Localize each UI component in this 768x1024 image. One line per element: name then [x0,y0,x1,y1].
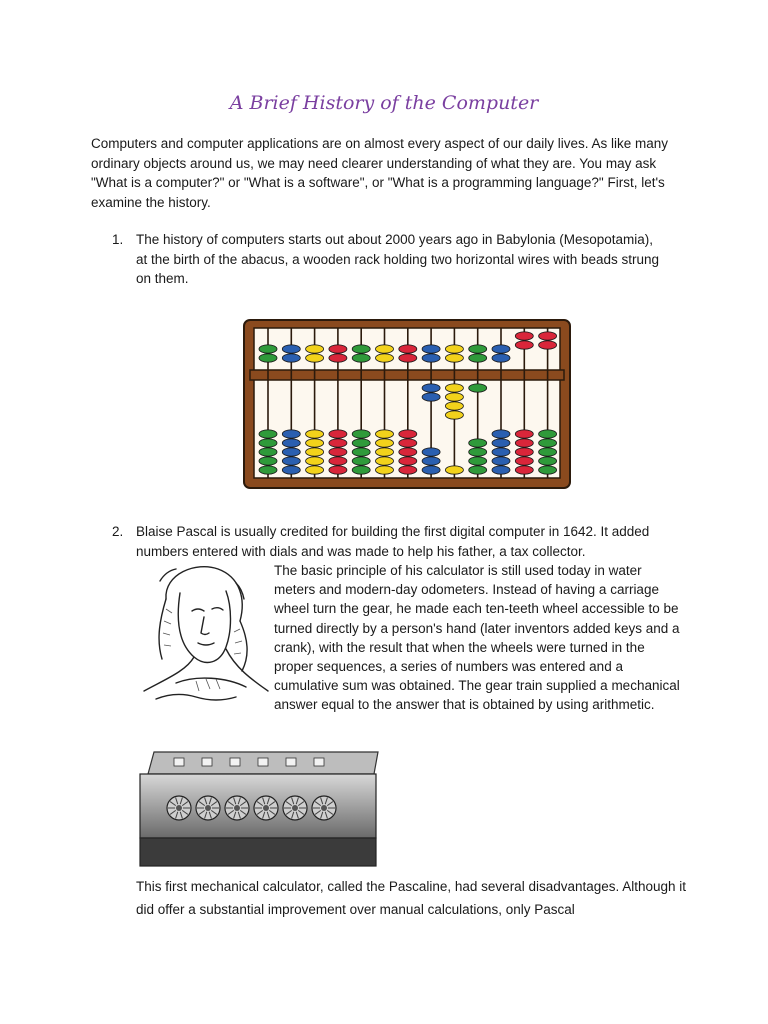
abacus-bead [352,466,370,474]
abacus-bead [329,345,347,353]
abacus-bead [352,457,370,465]
abacus-bead [282,354,300,362]
abacus-bead [259,354,277,362]
abacus-bead [306,354,324,362]
abacus-bead [352,430,370,438]
abacus-bead [259,345,277,353]
abacus-bead [469,384,487,392]
abacus-bead [539,439,557,447]
abacus-bead [399,345,417,353]
abacus-bead [306,439,324,447]
abacus-bead [352,439,370,447]
abacus-bead [422,448,440,456]
abacus-bead [376,345,394,353]
abacus-bead [469,448,487,456]
abacus-bead [539,332,557,340]
abacus-bead [282,430,300,438]
abacus-bead [306,448,324,456]
abacus-bead [259,439,277,447]
abacus-bead [422,384,440,392]
abacus-bead [469,466,487,474]
abacus-bead [492,457,510,465]
abacus-bead [352,345,370,353]
abacus-bead [259,457,277,465]
list-item-text: The history of computers starts out about 2000 years ago in Babylonia (Mesopotamia), at the birth of the abacus, a wooden rack holding two horizontal wires with beads strung on them. [136,232,660,286]
abacus-bead [445,466,463,474]
abacus-bead [306,466,324,474]
abacus-bead [445,354,463,362]
abacus-bead [399,457,417,465]
abacus-bead [306,345,324,353]
pascaline-image [134,744,382,868]
abacus-bead [515,448,533,456]
abacus-bead [282,448,300,456]
abacus-bead [259,430,277,438]
list-number: 1. [112,232,124,247]
abacus-bead [539,430,557,438]
abacus-bead [445,345,463,353]
abacus-bead [469,457,487,465]
pascal-portrait-image [136,559,270,717]
abacus-bead [539,341,557,349]
abacus-bead [329,466,347,474]
abacus-bead [399,354,417,362]
abacus-bead [492,354,510,362]
abacus-bead [282,466,300,474]
abacus-bead [422,345,440,353]
pascaline-paragraph: This first mechanical calculator, called the Pascaline, had several disadvantages. Although it did offer a substantial improvement over manual calculations, only Pascal [136,879,687,917]
abacus-bead [422,393,440,401]
abacus-bead [282,457,300,465]
abacus-bead [492,345,510,353]
abacus-bead [376,466,394,474]
abacus-bead [422,457,440,465]
abacus-bead [399,466,417,474]
abacus-bead [376,457,394,465]
abacus-bead [329,448,347,456]
abacus-bead [259,466,277,474]
abacus-bead [445,411,463,419]
abacus-bead [306,457,324,465]
abacus-bead [422,466,440,474]
abacus-bead [469,345,487,353]
abacus-bead [422,354,440,362]
abacus-bead [282,345,300,353]
abacus-bead [492,430,510,438]
abacus-bead [515,332,533,340]
list-number: 2. [112,524,124,539]
abacus-bead [306,430,324,438]
abacus-image [242,318,572,490]
abacus-bead [399,439,417,447]
abacus-bead [492,439,510,447]
abacus-bead [445,402,463,410]
abacus-bead [352,448,370,456]
intro-paragraph: Computers and computer applications are on almost every aspect of our daily lives. As like many ordinary objects around us, we may need clearer understanding of what they are. You may ask "What is a computer?" or "What is a software", or "What is a programming language?" First, let's examine the history. [91,136,669,210]
abacus-bead [445,384,463,392]
abacus-bead [376,430,394,438]
abacus-bead [515,439,533,447]
abacus-bead [376,354,394,362]
abacus-bead [515,430,533,438]
abacus-bead [376,439,394,447]
abacus-bead [329,354,347,362]
list-item-text: Blaise Pascal is usually credited for building the first digital computer in 1642. It added numbers entered with dials and was made to help his father, a tax collector. [136,524,650,559]
abacus-bead [515,466,533,474]
abacus-bead [469,439,487,447]
abacus-bead [492,448,510,456]
abacus-bead [376,448,394,456]
abacus-bead [445,393,463,401]
abacus-bead [515,457,533,465]
abacus-bead [399,448,417,456]
abacus-bead [329,430,347,438]
abacus-bead [539,457,557,465]
abacus-bead [399,430,417,438]
abacus-bead [282,439,300,447]
abacus-bead [259,448,277,456]
abacus-bead [329,457,347,465]
abacus-bead [492,466,510,474]
abacus-bead [539,466,557,474]
abacus-bead [329,439,347,447]
page-title: A Brief History of the Computer [229,92,539,114]
abacus-bead [539,448,557,456]
abacus-bead [515,341,533,349]
abacus-bead [469,354,487,362]
abacus-bead [352,354,370,362]
pascal-detail-paragraph: The basic principle of his calculator is still used today in water meters and modern-day odometers. Instead of having a carriage wheel turn the gear, he made each ten-teeth wheel accessible to be turned directly by a person's hand (later inventors added keys and a crank), with the result that when the wheels were turned in the proper sequences, a series of numbers was entered and a cumulative sum was obtained. The gear train supplied a mechanical answer equal to the answer that is obtained by using arithmetic. [274,563,680,713]
